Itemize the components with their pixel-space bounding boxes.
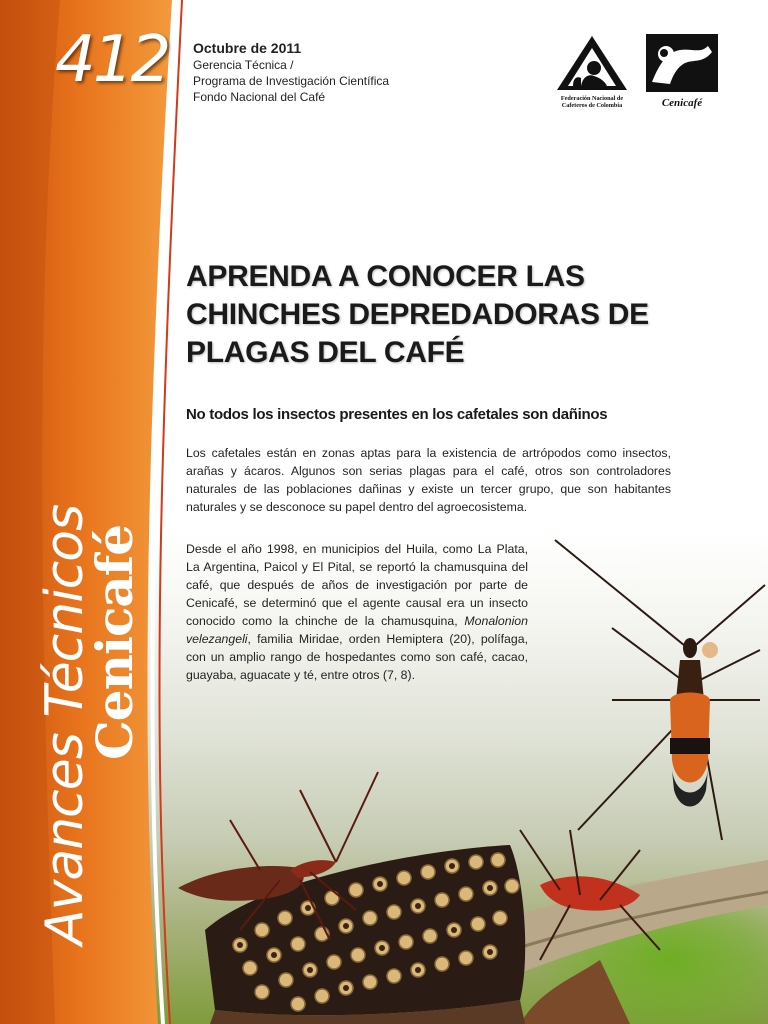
cenicafe-logo-text: Cenicafé [661,97,703,109]
paragraph-2 [186,540,528,684]
paragraph-2-text-a: Desde el año 1998, en municipios del Huila, como La Plata, La Argentina, Paicol y El Pital, se reportó la chamusquina del café, que después de años de investigación por parte de Cenicafé, se determinó que el agente causal era un insecto conocido como la chinche de la chamusquina, [186,542,528,628]
series-title-line1: Avances Técnicos [35,504,95,945]
header-date: Octubre de 2011 [193,40,302,56]
federacion-logo [551,32,633,112]
series-title [0,0,185,1024]
paragraph-1: Los cafetales están en zonas aptas para la existencia de artrópodos como insectos, arañas y ácaros. Algunos son serias plagas para el café, otros son controladores naturales de las poblaciones dañinas y existe un tercer grupo, que son habitantes naturales y se desconoce su papel dentro del agroecosistema. [186,446,671,514]
main-title-line-2: CHINCHES DEPREDADORAS DE [186,298,649,331]
issue-number: 412 [55,23,169,97]
species-name: Monalonion velezangeli [186,614,528,646]
main-title-line-3: PLAGAS DEL CAFÉ [186,336,465,369]
federacion-logo-text-2: Cafeteros de Colombia [561,102,623,109]
paragraph-2-text-b: , familia Miridae, orden Hemiptera (20), polífaga, con un amplio rango de hospedantes como son café, cacao, guayaba, aguacate y té, entre otros (7, 8). [186,632,528,682]
cenicafe-logo [644,32,720,112]
federacion-logo-text-1: Federación Nacional de [560,95,624,102]
header-line-2: Programa de Investigación Científica [193,74,390,88]
header-line-1: Gerencia Técnica / [193,58,294,72]
header [193,40,389,105]
subtitle: No todos los insectos presentes en los cafetales son dañinos [186,406,608,423]
header-line-3: Fondo Nacional del Café [193,90,326,104]
main-title [186,258,656,372]
series-title-line2: Cenicafé [85,524,144,760]
main-title-line-1: APRENDA A CONOCER LAS [186,260,585,293]
